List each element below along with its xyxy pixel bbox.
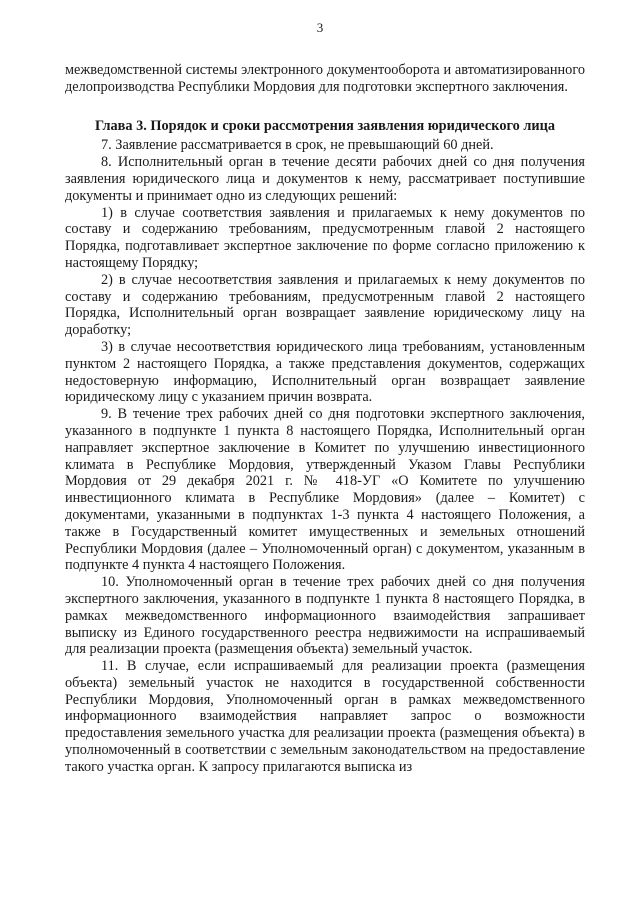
paragraph-8: 8. Исполнительный орган в течение десяти рабочих дней со дня получения заявления юридического лица и документов к нему, рассматривает поступившие документы и принимает одно из следующих решений:	[65, 154, 585, 204]
chapter-heading: Глава 3. Порядок и сроки рассмотрения заявления юридического лица	[95, 117, 555, 134]
subparagraph-8-2: 2) в случае несоответствия заявления и прилагаемых к нему документов по составу и содержанию требованиям, предусмотренным главой 2 настоящего Порядка, Исполнительный орган возвращает заявление юридическому лицу на доработку;	[65, 271, 585, 339]
document-body	[65, 62, 585, 776]
page-number: 3	[316, 20, 324, 35]
paragraph-7: 7. Заявление рассматривается в срок, не превышающий 60 дней.	[101, 137, 494, 154]
paragraph-9: 9. В течение трех рабочих дней со дня подготовки экспертного заключения, указанного в подпункте 1 пункта 8 настоящего Порядка, Исполнительный орган направляет экспертное заключение в Комитет по улучшению инвестиционного климата в Республике Мордовия, утвержденный Указом Главы Республики Мордовия от 29 декабря 2021 г. № 418-УГ «О Комитете по улучшению инвестиционного климата в Республике Мордовия» (далее – Комитет) с документами, указанными в подпунктах 1-3 пункта 4 настоящего Положения, а также в Государственный комитет имущественных и земельных отношений Республики Мордовия (далее – Уполномоченный орган) с документом, указанным в подпункте 4 пункта 4 настоящего Положения.	[65, 406, 585, 574]
paragraph-10: 10. Уполномоченный орган в течение трех рабочих дней со дня получения экспертного заключения, указанного в подпункте 1 пункта 8 настоящего Порядка, в рамках межведомственного информационного взаимодействия запрашивает выписку из Единого государственного реестра недвижимости на испрашиваемый для реализации проекта (размещения объекта) земельный участок.	[65, 574, 585, 658]
intro-paragraph: межведомственной системы электронного документооборота и автоматизированного делопроизводства Республики Мордовия для подготовки экспертного заключения.	[65, 62, 585, 95]
paragraph-11: 11. В случае, если испрашиваемый для реализации проекта (размещения объекта) земельный участок не находится в государственной собственности Республики Мордовия, Уполномоченный орган в рамках межведомственного информационного взаимодействия направляет запрос о возможности предоставления земельного участка для реализации проекта (размещения объекта) в уполномоченный в соответствии с земельным законодательством на предоставление такого участка орган. К запросу прилагаются выписка из	[65, 658, 585, 775]
subparagraph-8-1: 1) в случае соответствия заявления и прилагаемых к нему документов по составу и содержанию требованиям, предусмотренным главой 2 настоящего Порядка, подготавливает экспертное заключение по форме согласно приложению к настоящему Порядку;	[65, 204, 585, 271]
subparagraph-8-3: 3) в случае несоответствия юридического лица требованиям, установленным пунктом 2 настоящего Порядка, а также представления документов, содержащих недостоверную информацию, Исполнительный орган возвращает заявление юридическому лицу с указанием причин возврата.	[65, 338, 585, 406]
